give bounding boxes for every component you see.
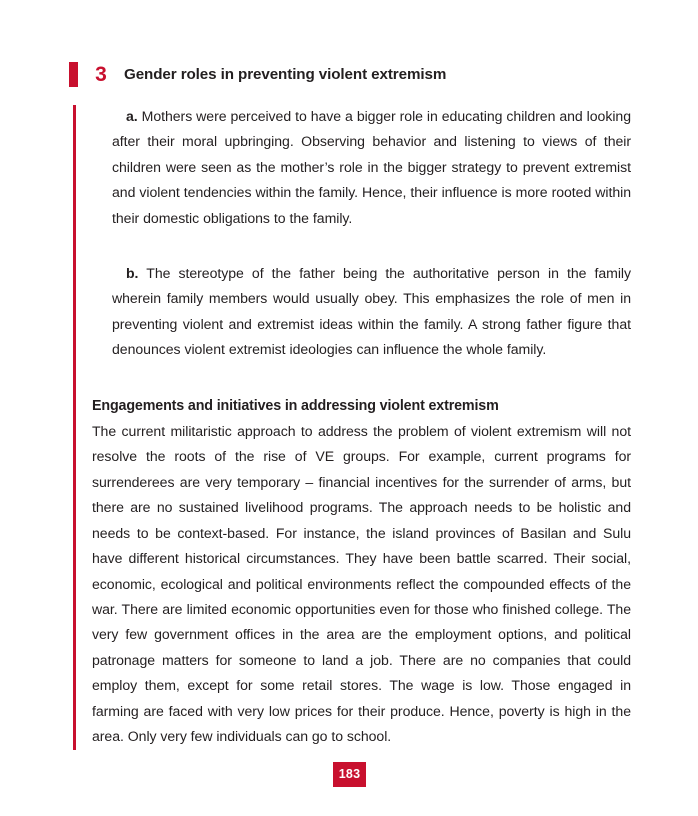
item-marker-b: b. — [126, 265, 139, 282]
section-spacer — [92, 363, 631, 394]
section-title: Gender roles in preventing violent extremism — [124, 65, 447, 83]
page-number-badge: 183 — [333, 762, 366, 787]
section-heading — [69, 61, 446, 87]
item-marker-a: a. — [126, 108, 138, 124]
accent-bar-icon — [69, 62, 78, 87]
lettered-item-a — [112, 104, 631, 231]
subsection-heading: Engagements and initiatives in addressing violent extremism — [92, 397, 499, 414]
subsection-body: The current militaristic approach to address the problem of violent extremism will not resolve the roots of the rise of VE groups. For example, current programs for surrenderees are very temporary – financial incentives for the surrender of arms, but there are no sustained livelihood programs. The approach needs to be holistic and needs to be context-based. For instance, the island provinces of Basilan and Sulu have different historical circumstances. They have been battle scarred. Their social, economic, ecological and political environments reflect the compounded effects of the war. There are limited economic opportunities even for those who finished college. The very few government offices in the area are the employment options, and political patronage matters for someone to land a job. There are no companies that could employ them, except for some retail stores. The wage is low. Those engaged in farming are faced with very low prices for their produce. Hence, poverty is high in the area. Only very few individuals can go to school. — [92, 423, 631, 744]
paragraph-spacer — [92, 231, 631, 261]
page-content — [92, 104, 631, 749]
section-number: 3 — [95, 62, 107, 86]
item-text-a: Mothers were perceived to have a bigger role in educating children and looking after their moral upbringing. Observing behavior and listening to views of their children were seen as the mother’s role in the bigger strategy to prevent extremist and violent tendencies within the family. Hence, their influence is more rooted within their domestic obligations to the family. — [112, 108, 631, 226]
item-text-b: The stereotype of the father being the authoritative person in the family wherein family members would usually obey. This emphasizes the role of men in preventing violent and extremist ideas within the family. A strong father figure that denounces violent extremist ideologies can influence the whole family. — [112, 265, 631, 358]
lettered-item-b — [112, 261, 631, 363]
left-margin-rule — [73, 105, 76, 750]
